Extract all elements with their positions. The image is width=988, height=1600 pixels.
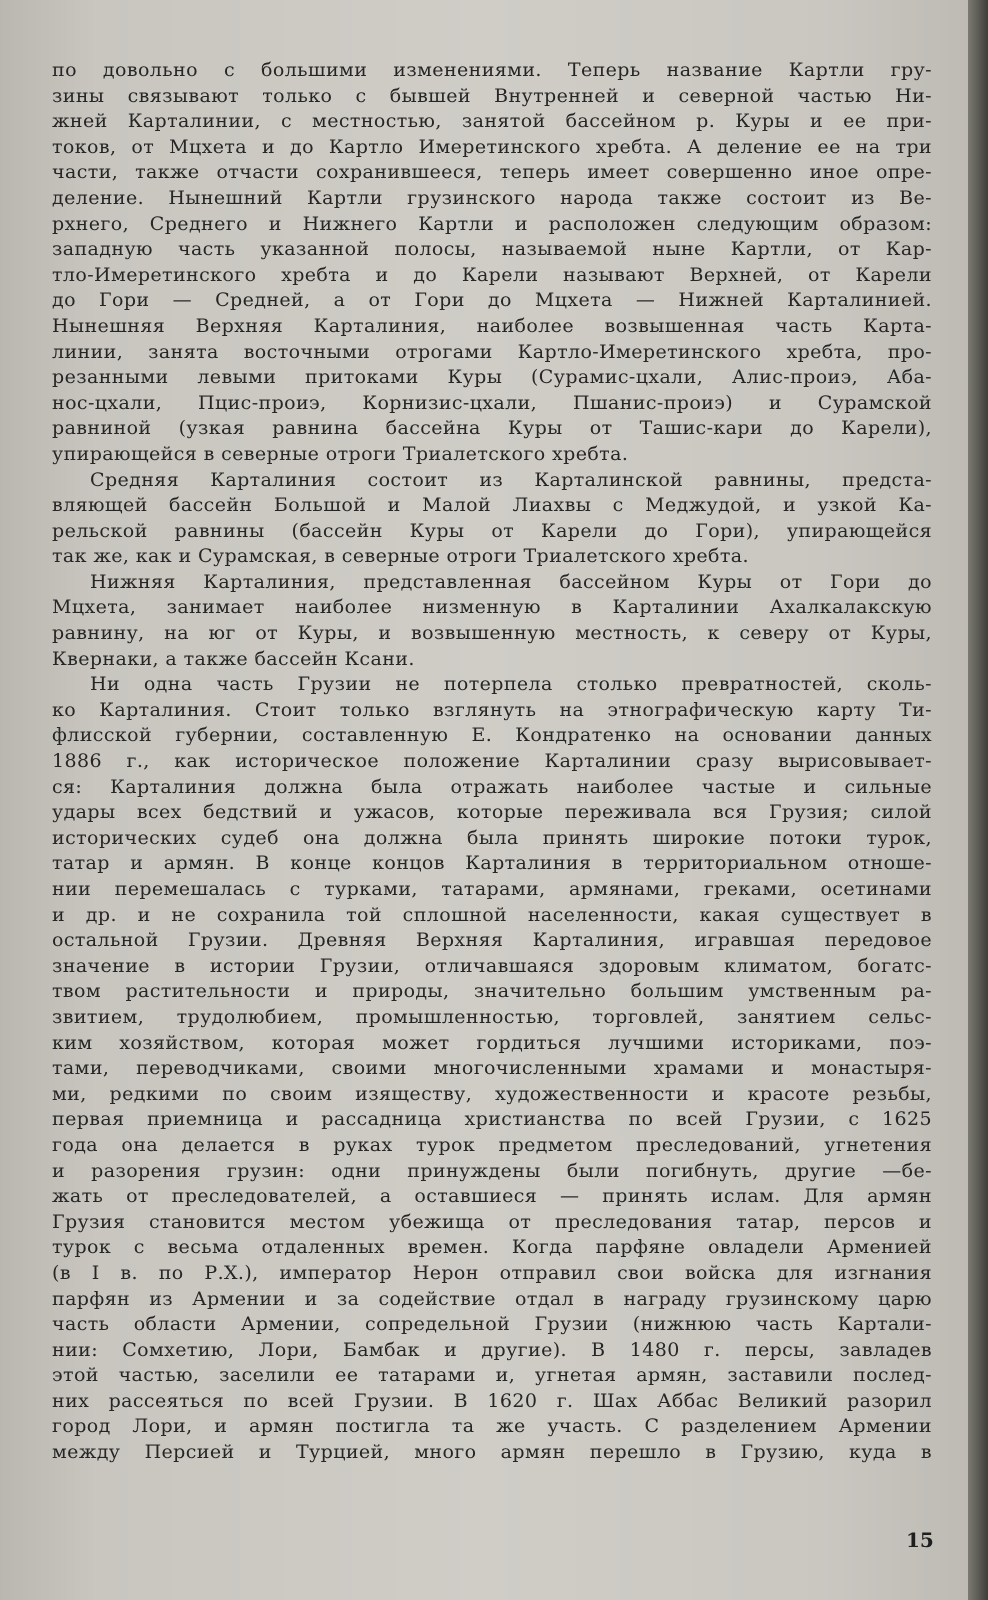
text-line: зины связывают только с бывшей Внутренней и северной частью Ни- [52, 84, 932, 107]
text-line: вляющей бассейн Большой и Малой Лиахвы с Меджудой, и узкой Ка- [52, 494, 932, 517]
text-line: татар и армян. В конце концов Карталиния в территориальном отноше- [52, 852, 932, 875]
text-line: парфян из Армении и за содействие отдал в награду грузинскому царю [52, 1287, 932, 1310]
text-line: до Гори — Средней, а от Гори до Мцхета — Нижней Карталинией. [52, 289, 932, 312]
text-line: упирающейся в северные отроги Триалетского хребта. [52, 442, 629, 465]
page-number: 15 [906, 1528, 934, 1552]
text-line: нос-цхали, Пцис-проиэ, Корнизис-цхали, Пшанис-проиэ) и Сурамской [52, 391, 932, 414]
text-line: флисской губернии, составленную Е. Кондратенко на основании данных [52, 724, 932, 747]
text-line: деление. Нынешний Картли грузинского народа также состоит из Ве- [52, 186, 932, 209]
text-line: Нынешняя Верхняя Карталиния, наиболее возвышенная часть Карта- [52, 314, 932, 337]
text-line: резанными левыми притоками Куры (Сурамис-цхали, Алис-проиэ, Аба- [52, 366, 932, 389]
text-line: тло-Имеретинского хребта и до Карели называют Верхней, от Карели [52, 263, 932, 286]
text-line: первая приемница и рассадница христианства по всей Грузии, с 1625 [52, 1108, 932, 1131]
text-line: западную часть указанной полосы, называемой ныне Картли, от Кар- [52, 238, 932, 261]
text-line: тами, переводчиками, своими многочисленными храмами и монастыря- [52, 1057, 932, 1080]
text-line: них рассеяться по всей Грузии. В 1620 г. Шах Аббас Великий разорил [52, 1389, 932, 1412]
book-spine-shadow [968, 0, 988, 1600]
text-line: так же, как и Сурамская, в северные отроги Триалетского хребта. [52, 545, 749, 568]
text-line: этой частью, заселили ее татарами и, угнетая армян, заставили послед- [52, 1364, 932, 1387]
text-line: Грузия становится местом убежища от преследования татар, персов и [52, 1210, 932, 1233]
text-line: значение в истории Грузии, отличавшаяся здоровым климатом, богатс- [52, 954, 932, 977]
text-line: Мцхета, занимает наиболее низменную в Карталинии Ахалкалакскую [52, 596, 932, 619]
text-line: между Персией и Турцией, много армян перешло в Грузию, куда в [52, 1441, 932, 1464]
text-line: твом растительности и природы, значительно большим умственным ра- [52, 980, 932, 1003]
text-line: Нижняя Карталиния, представленная бассейном Куры от Гори до [90, 570, 932, 593]
text-line: звитием, трудолюбием, промышленностью, торговлей, занятием сельс- [52, 1005, 932, 1028]
text-line: Квернаки, а также бассейн Ксани. [52, 647, 415, 670]
text-line: ся: Карталиния должна была отражать наиболее частые и сильные [52, 775, 932, 798]
text-line: город Лори, и армян постигла та же участь. С разделением Армении [52, 1415, 932, 1438]
text-line: токов, от Мцхета и до Картло Имеретинского хребта. А деление ее на три [52, 135, 932, 158]
text-line: рхнего, Среднего и Нижнего Картли и расположен следующим образом: [52, 212, 932, 235]
text-line: равнину, на юг от Куры, и возвышенную местность, к северу от Куры, [52, 622, 932, 645]
text-line: линии, занята восточными отрогами Картло-Имеретинского хребта, про- [52, 340, 932, 363]
text-line: турок с весьма отдаленных времен. Когда парфяне овладели Арменией [52, 1236, 932, 1259]
text-line: 1886 г., как историческое положение Карталинии сразу вырисовывает- [52, 750, 932, 773]
text-line: нии перемешалась с турками, татарами, армянами, греками, осетинами [52, 878, 932, 900]
text-line: исторических судеб она должна была принять широкие потоки турок, [52, 826, 932, 849]
text-line: ко Карталиния. Стоит только взглянуть на этнографическую карту Ти- [52, 698, 932, 721]
text-line: Средняя Карталиния состоит из Карталинской равнины, предста- [90, 468, 932, 491]
text-line: равниной (узкая равнина бассейна Куры от Ташис-кари до Карели), [52, 417, 932, 440]
text-line: часть области Армении, сопредельной Грузии (нижнюю часть Картали- [52, 1313, 932, 1336]
text-line: остальной Грузии. Древняя Верхняя Карталиния, игравшая передовое [52, 929, 932, 952]
text-line: рельской равнины (бассейн Куры от Карели до Гори), упирающейся [52, 519, 932, 542]
text-line: нии: Сомхетию, Лори, Бамбак и другие). В 1480 г. персы, завладев [52, 1338, 932, 1361]
text-line: жать от преследователей, а оставшиеся — принять ислам. Для армян [52, 1185, 932, 1208]
text-line: части, также отчасти сохранившееся, теперь имеет совершенно иное опре- [52, 161, 932, 184]
text-line: и др. и не сохранила той сплошной населенности, какая существует в [52, 903, 932, 926]
body-text [52, 58, 932, 1466]
text-line: ми, редкими по своим изяществу, художественности и красоте резьбы, [52, 1082, 932, 1105]
text-line: жней Карталинии, с местностью, занятой бассейном р. Куры и ее при- [52, 110, 932, 133]
text-line: года она делается в руках турок предметом преследований, угнетения [52, 1133, 932, 1156]
text-line: ким хозяйством, которая может гордиться лучшими историками, поэ- [52, 1031, 932, 1054]
text-line: удары всех бедствий и ужасов, которые переживала вся Грузия; силой [52, 801, 932, 824]
text-line: Ни одна часть Грузии не потерпела столько превратностей, сколь- [90, 673, 932, 696]
text-line: (в I в. по Р.Х.), император Нерон отправил свои войска для изгнания [52, 1261, 932, 1284]
text-line: по довольно с большими изменениями. Теперь название Картли гру- [52, 59, 932, 81]
text-line: и разорения грузин: одни принуждены были погибнуть, другие —бе- [52, 1159, 932, 1182]
